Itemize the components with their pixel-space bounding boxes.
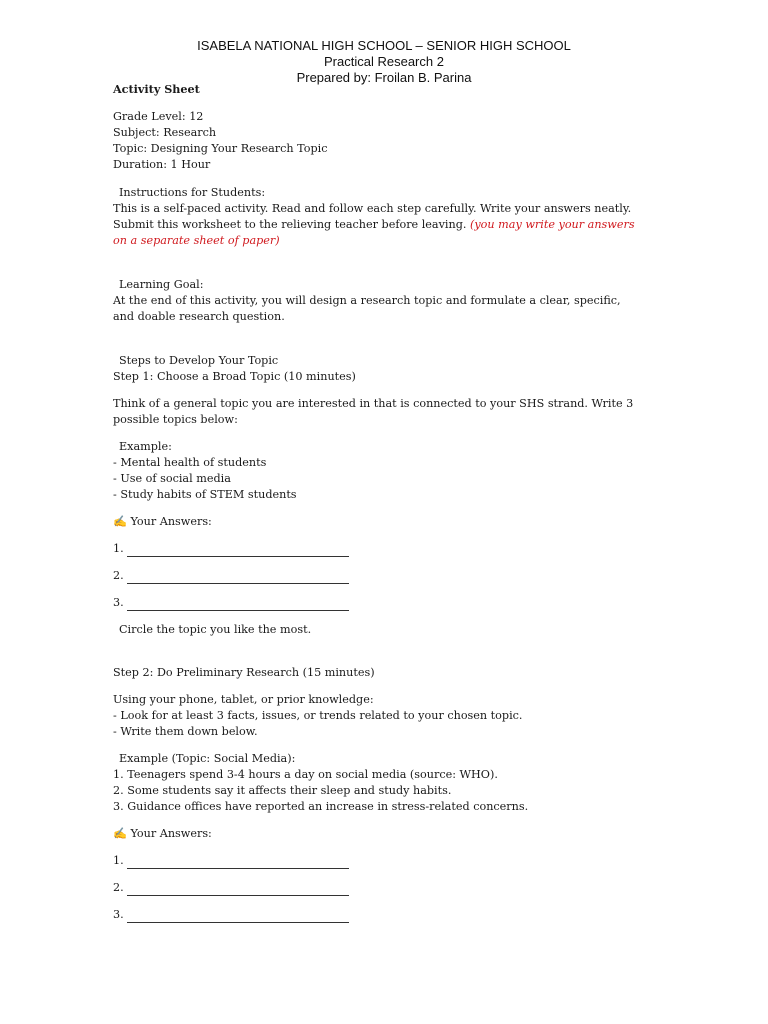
steps-heading: Steps to Develop Your Topic: [119, 354, 279, 367]
answer-number: 1.: [113, 854, 124, 867]
answer-blank[interactable]: [127, 599, 349, 611]
answer-number: 2.: [113, 881, 124, 894]
answer-number: 3.: [113, 596, 124, 609]
instructions-note: (you may write your answers: [469, 218, 635, 231]
step2-example-label: Example (Topic: Social Media):: [119, 752, 296, 765]
step1-example: - Mental health of students: [113, 456, 267, 469]
duration: Duration: 1 Hour: [113, 158, 211, 171]
step1-answer-line[interactable]: [113, 595, 673, 611]
answer-number: 3.: [113, 908, 124, 921]
instructions-heading: Instructions for Students:: [119, 186, 266, 199]
answer-blank[interactable]: [127, 884, 349, 896]
grade-level: Grade Level: 12: [113, 110, 204, 123]
instructions-note-cont: on a separate sheet of paper): [113, 234, 280, 247]
step2-desc-3: - Write them down below.: [113, 725, 258, 738]
instructions-text: Submit this worksheet to the relieving teacher before leaving.: [113, 218, 467, 231]
course-name: Practical Research 2: [324, 54, 444, 69]
prepared-by: Prepared by: Froilan B. Parina: [296, 70, 472, 85]
instructions-line-2: [113, 217, 673, 233]
step1-answer-line[interactable]: [113, 568, 673, 584]
learning-goal-heading: Learning Goal:: [119, 278, 204, 291]
step2-answer-line[interactable]: [113, 907, 673, 923]
step2-desc-2: - Look for at least 3 facts, issues, or trends related to your chosen topic.: [113, 709, 523, 722]
topic: Topic: Designing Your Research Topic: [113, 142, 328, 155]
step2-desc-1: Using your phone, tablet, or prior knowledge:: [113, 693, 374, 706]
learning-goal-line-2: and doable research question.: [113, 310, 285, 323]
step2-example: 1. Teenagers spend 3-4 hours a day on social media (source: WHO).: [113, 768, 498, 781]
step1-answers-label: ✍ Your Answers:: [113, 515, 212, 528]
step2-answer-line[interactable]: [113, 853, 673, 869]
answer-blank[interactable]: [127, 572, 349, 584]
document-header: [0, 38, 768, 86]
step1-example: - Study habits of STEM students: [113, 488, 297, 501]
step1-example: - Use of social media: [113, 472, 231, 485]
answer-blank[interactable]: [127, 857, 349, 869]
answer-blank[interactable]: [127, 545, 349, 557]
step2-title: Step 2: Do Preliminary Research (15 minutes): [113, 666, 375, 679]
step1-example-label: Example:: [119, 440, 172, 453]
step1-circle-note: Circle the topic you like the most.: [119, 623, 312, 636]
step1-desc-1: Think of a general topic you are interested in that is connected to your SHS strand. Write 3: [113, 397, 634, 410]
step2-answer-line[interactable]: [113, 880, 673, 896]
instructions-line-1: This is a self-paced activity. Read and follow each step carefully. Write your answers neatly.: [113, 202, 632, 215]
activity-title: Activity Sheet: [113, 82, 200, 96]
step2-answers-label: ✍ Your Answers:: [113, 827, 212, 840]
step1-desc-2: possible topics below:: [113, 413, 238, 426]
step1-answer-line[interactable]: [113, 541, 673, 557]
subject: Subject: Research: [113, 126, 217, 139]
school-name: ISABELA NATIONAL HIGH SCHOOL – SENIOR HIGH SCHOOL: [197, 38, 571, 53]
step2-example: 3. Guidance offices have reported an increase in stress-related concerns.: [113, 800, 529, 813]
step2-example: 2. Some students say it affects their sleep and study habits.: [113, 784, 452, 797]
document-body: [113, 81, 673, 923]
answer-blank[interactable]: [127, 911, 349, 923]
learning-goal-line-1: At the end of this activity, you will design a research topic and formulate a clear, specific,: [113, 294, 621, 307]
answer-number: 2.: [113, 569, 124, 582]
step1-title: Step 1: Choose a Broad Topic (10 minutes): [113, 370, 356, 383]
answer-number: 1.: [113, 542, 124, 555]
